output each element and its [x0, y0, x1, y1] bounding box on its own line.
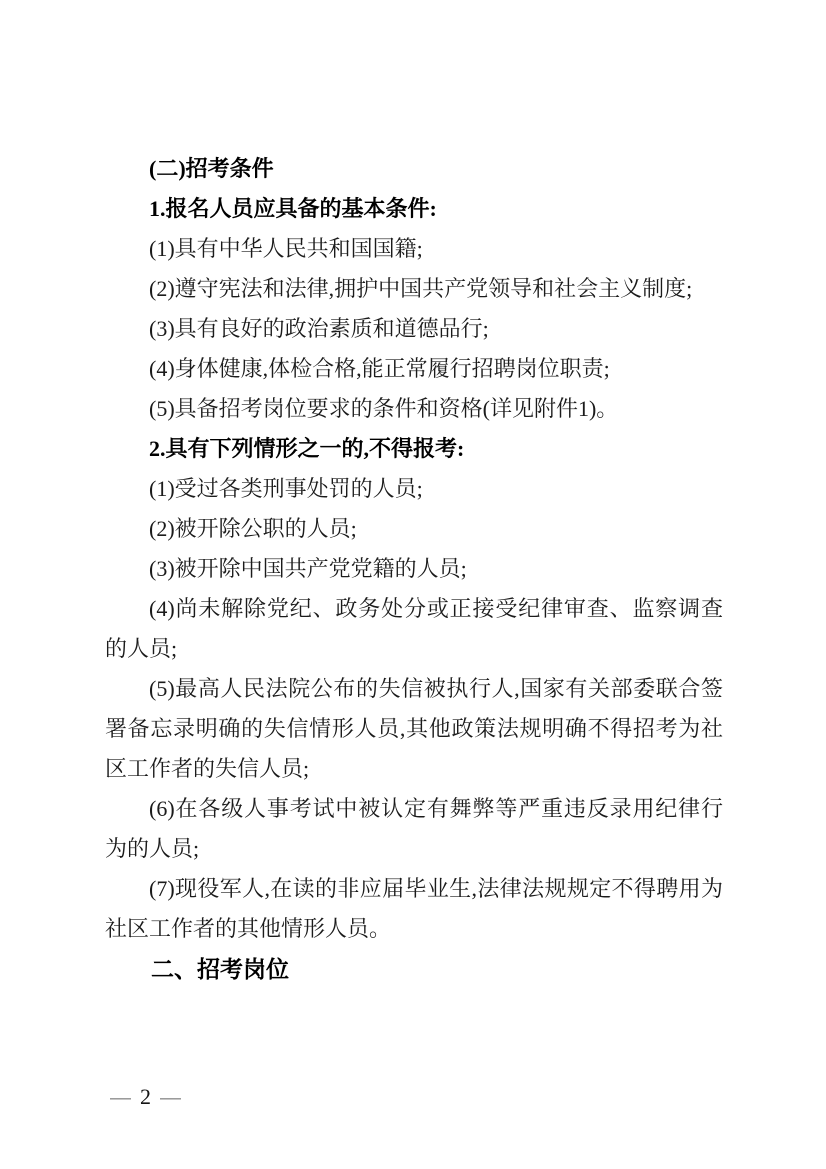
chapter-heading: 二、招考岗位	[151, 956, 289, 982]
list-item: (4)尚未解除党纪、政务处分或正接受纪律审查、监察调查的人员;	[105, 596, 723, 661]
section-heading: (二)招考条件	[149, 156, 274, 181]
list-item: (3)具有良好的政治素质和道德品行;	[149, 316, 489, 341]
list-item: (5)最高人民法院公布的失信被执行人,国家有关部委联合签署备忘录明确的失信情形人员,其他政策法规明确不得招考为社区工作者的失信人员;	[105, 676, 723, 781]
list-item: (1)受过各类刑事处罚的人员;	[149, 476, 423, 501]
page-number-dash-right: —	[160, 1085, 181, 1109]
list-item: (6)在各级人事考试中被认定有舞弊等严重违反录用纪律行为的人员;	[105, 796, 723, 861]
page-number-dash-left: —	[110, 1085, 131, 1109]
list-lead-basic-conditions: 1.报名人员应具备的基本条件:	[149, 196, 437, 221]
list-item: (4)身体健康,体检合格,能正常履行招聘岗位职责;	[149, 356, 610, 381]
page-number-value: 2	[140, 1084, 151, 1109]
list-item: (3)被开除中国共产党党籍的人员;	[149, 556, 467, 581]
list-item: (1)具有中华人民共和国国籍;	[149, 236, 423, 261]
list-item: (2)遵守宪法和法律,拥护中国共产党领导和社会主义制度;	[149, 276, 693, 301]
list-item: (7)现役军人,在读的非应届毕业生,法律法规规定不得聘用为社区工作者的其他情形人员。	[105, 876, 723, 941]
page-number	[110, 1086, 181, 1108]
list-lead-disqualifications: 2.具有下列情形之一的,不得报考:	[149, 436, 465, 461]
list-item: (5)具备招考岗位要求的条件和资格(详见附件1)。	[149, 396, 619, 421]
document-body	[105, 149, 723, 989]
list-item: (2)被开除公职的人员;	[149, 516, 357, 541]
